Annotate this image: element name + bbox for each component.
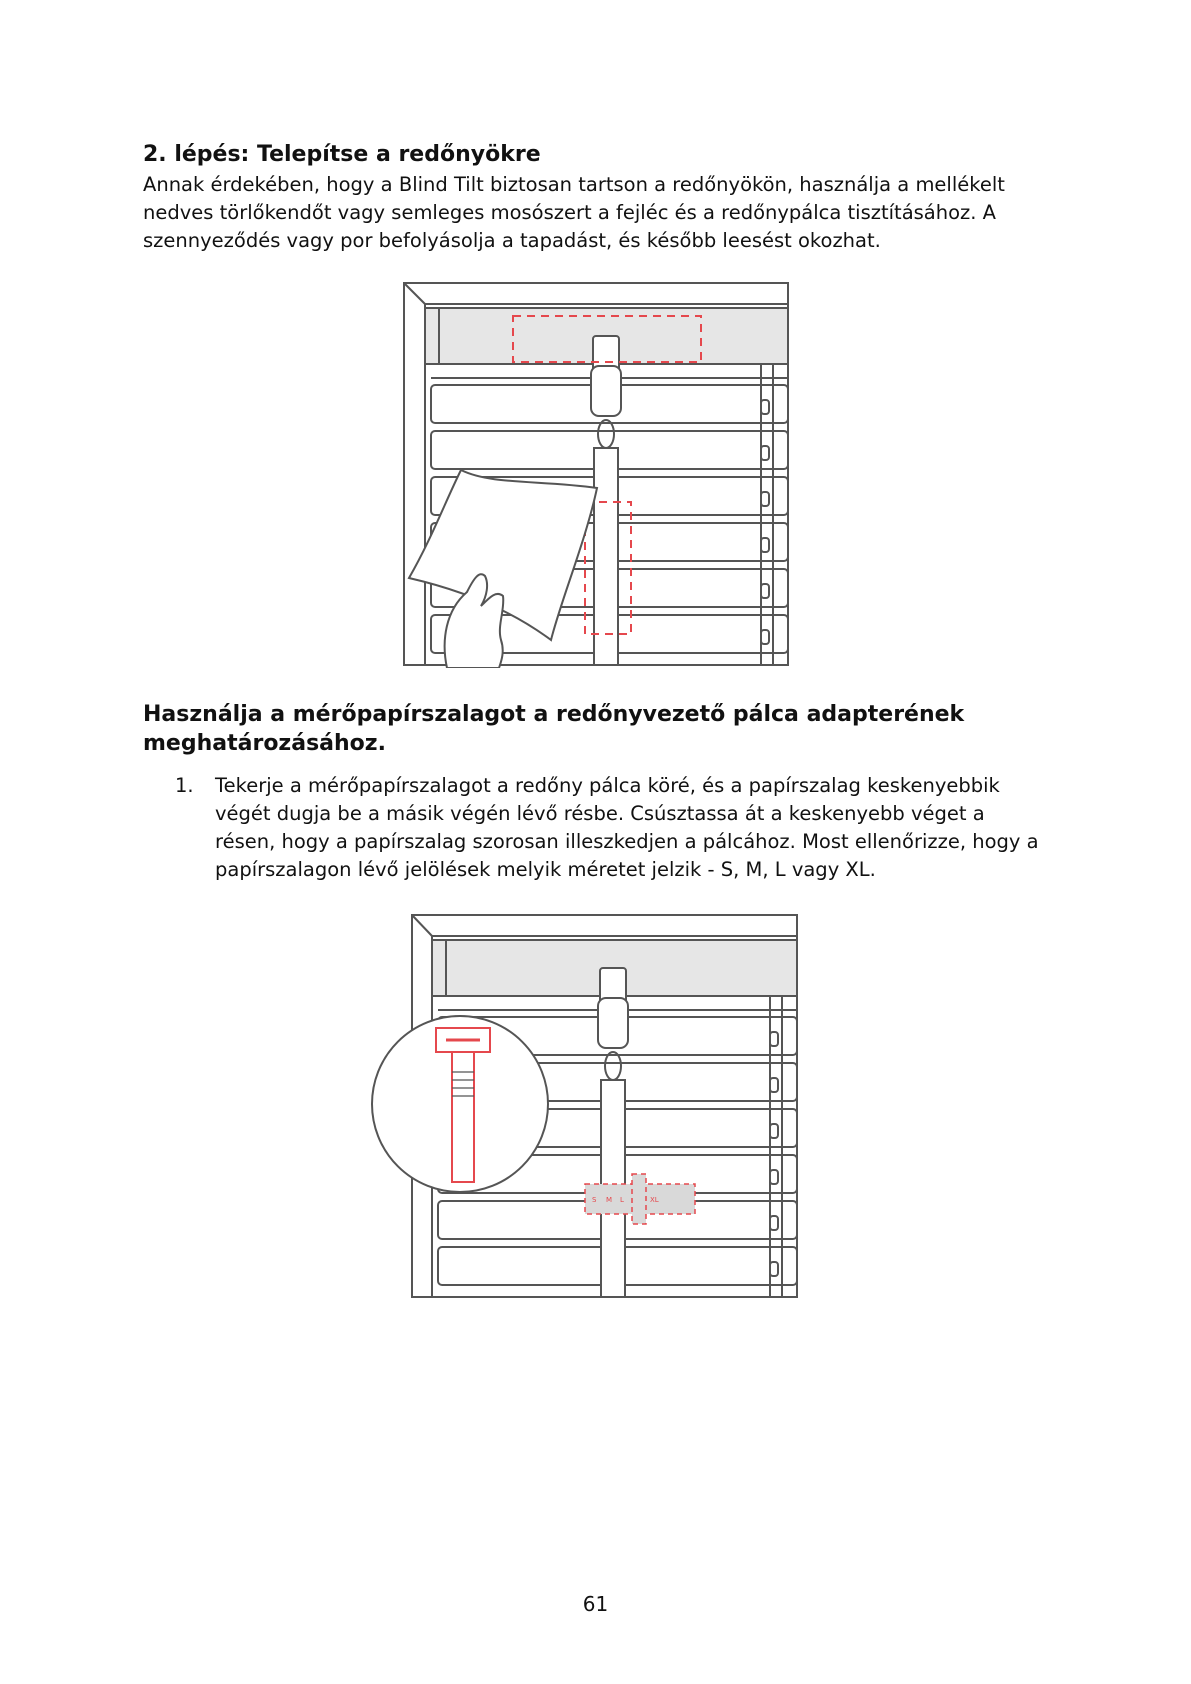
step-text: Tekerje a mérőpapírszalagot a redőny pálca köré, és a papírszalag keskenyebbik végét dugja be a másik végén lévő résbe. Csúsztassa át a keskenyebb véget a résen, hogy a papírszalag szorosan illeszkedjen a pálcához. Most ellenőrizze, hogy a papírszalagon lévő jelölések melyik méretet jelzik - S, M, L vagy XL. (215, 774, 1039, 881)
blind-cleaning-illustration-icon (401, 280, 791, 668)
step-number: 1. (175, 774, 194, 797)
section-heading-measure: Használja a mérőpapírszalagot a redőnyvezető pálca adapterének meghatározásához. (143, 702, 965, 756)
section-heading-install: 2. lépés: Telepítse a redőnyökre (143, 142, 541, 167)
section-paragraph-cleaning: Annak érdekében, hogy a Blind Tilt biztosan tartson a redőnyökön, használja a mellékelt nedves törlőkendőt vagy semleges mosószert a fejléc és a redőnypálca tisztításához. A szennyeződés vagy por befolyásolja a tapadást, és később leesést okozhat. (143, 173, 1005, 252)
tape-label-s: S (592, 1196, 597, 1204)
tape-label-xl: XL (650, 1196, 659, 1204)
blind-measuring-tape-illustration-icon (370, 912, 800, 1302)
step-list (143, 772, 1048, 884)
figure-measuring (370, 912, 800, 1302)
tape-label-l: L (620, 1196, 624, 1204)
page-number: 61 (582, 1592, 609, 1616)
tape-label-m: M (606, 1196, 613, 1204)
figure-cleaning (401, 280, 791, 668)
list-item (143, 772, 1048, 884)
